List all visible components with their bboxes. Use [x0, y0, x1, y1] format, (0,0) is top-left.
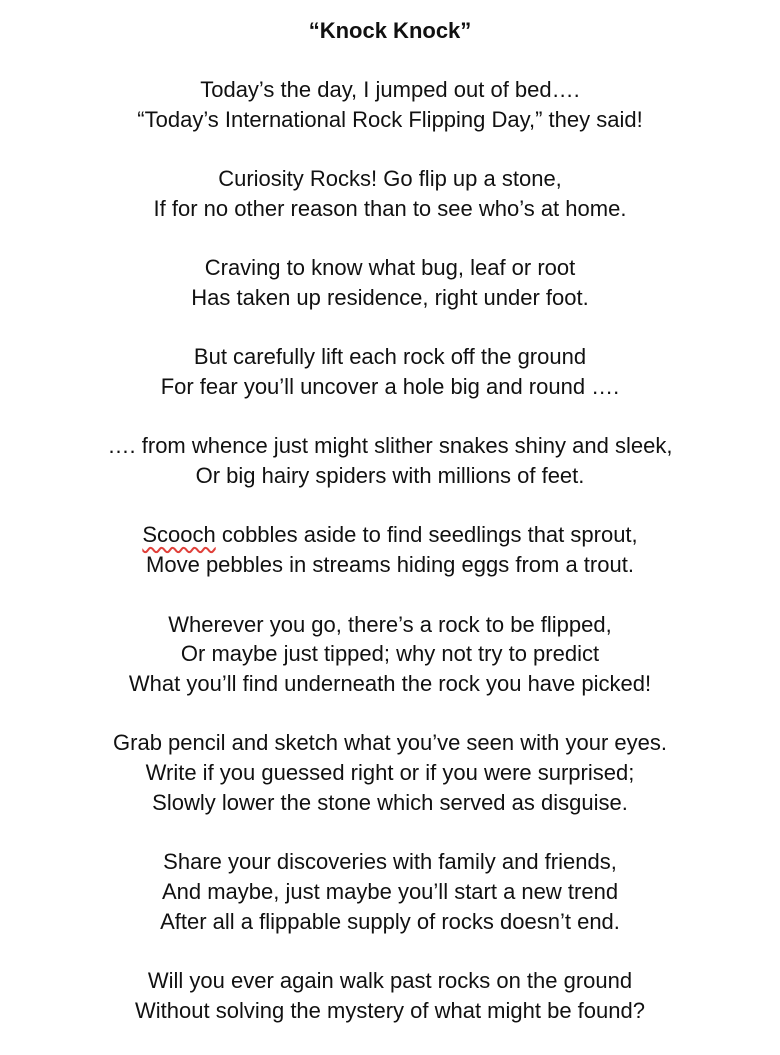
poem-line: [0, 520, 780, 550]
stanza: [0, 431, 780, 490]
poem-line: But carefully lift each rock off the ground: [193, 344, 587, 370]
spellcheck-flagged-word[interactable]: Scooch: [142, 522, 216, 548]
stanza: [0, 253, 780, 312]
poem-line: After all a flippable supply of rocks doesn’t end.: [160, 908, 620, 934]
poem-line: Has taken up residence, right under foot.: [191, 284, 589, 310]
poem-line: And maybe, just maybe you’ll start a new trend: [161, 878, 619, 904]
poem-line-rest: cobbles aside to find seedlings that sprout,: [215, 522, 638, 548]
stanza: [0, 342, 780, 401]
stanza: [0, 164, 780, 223]
poem-line: What you’ll find underneath the rock you have picked!: [128, 670, 652, 696]
stanza: [0, 966, 780, 1025]
poem-line: Or big hairy spiders with millions of feet.: [195, 463, 585, 489]
poem-line: Craving to know what bug, leaf or root: [204, 255, 576, 281]
poem-line: Grab pencil and sketch what you’ve seen with your eyes.: [113, 730, 667, 756]
poem-line: …. from whence just might slither snakes shiny and sleek,: [107, 433, 673, 459]
poem-line: “Today’s International Rock Flipping Day,” they said!: [137, 106, 643, 132]
poem-line: Today’s the day, I jumped out of bed….: [200, 77, 580, 102]
poem-line: Move pebbles in streams hiding eggs from a trout.: [146, 552, 634, 578]
poem-line: Will you ever again walk past rocks on the ground: [147, 967, 633, 993]
stanza: [0, 520, 780, 579]
poem-line: Share your discoveries with family and friends,: [163, 849, 617, 875]
stanza: [0, 728, 780, 817]
poem-line: Or maybe just tipped; why not try to predict: [180, 641, 600, 667]
poem-line: Slowly lower the stone which served as disguise.: [152, 789, 628, 815]
poem-line: If for no other reason than to see who’s at home.: [153, 195, 627, 221]
poem-line: Without solving the mystery of what might be found?: [135, 997, 645, 1023]
poem-body: [0, 75, 780, 1055]
stanza: [0, 847, 780, 936]
poem-line: Wherever you go, there’s a rock to be flipped,: [168, 611, 612, 637]
stanza: [0, 75, 780, 134]
poem-title: “Knock Knock”: [308, 18, 472, 43]
poem-line: For fear you’ll uncover a hole big and round ….: [160, 373, 620, 399]
poem-line: Write if you guessed right or if you were surprised;: [145, 760, 635, 786]
poem-line: Curiosity Rocks! Go flip up a stone,: [218, 166, 562, 192]
stanza: [0, 610, 780, 699]
